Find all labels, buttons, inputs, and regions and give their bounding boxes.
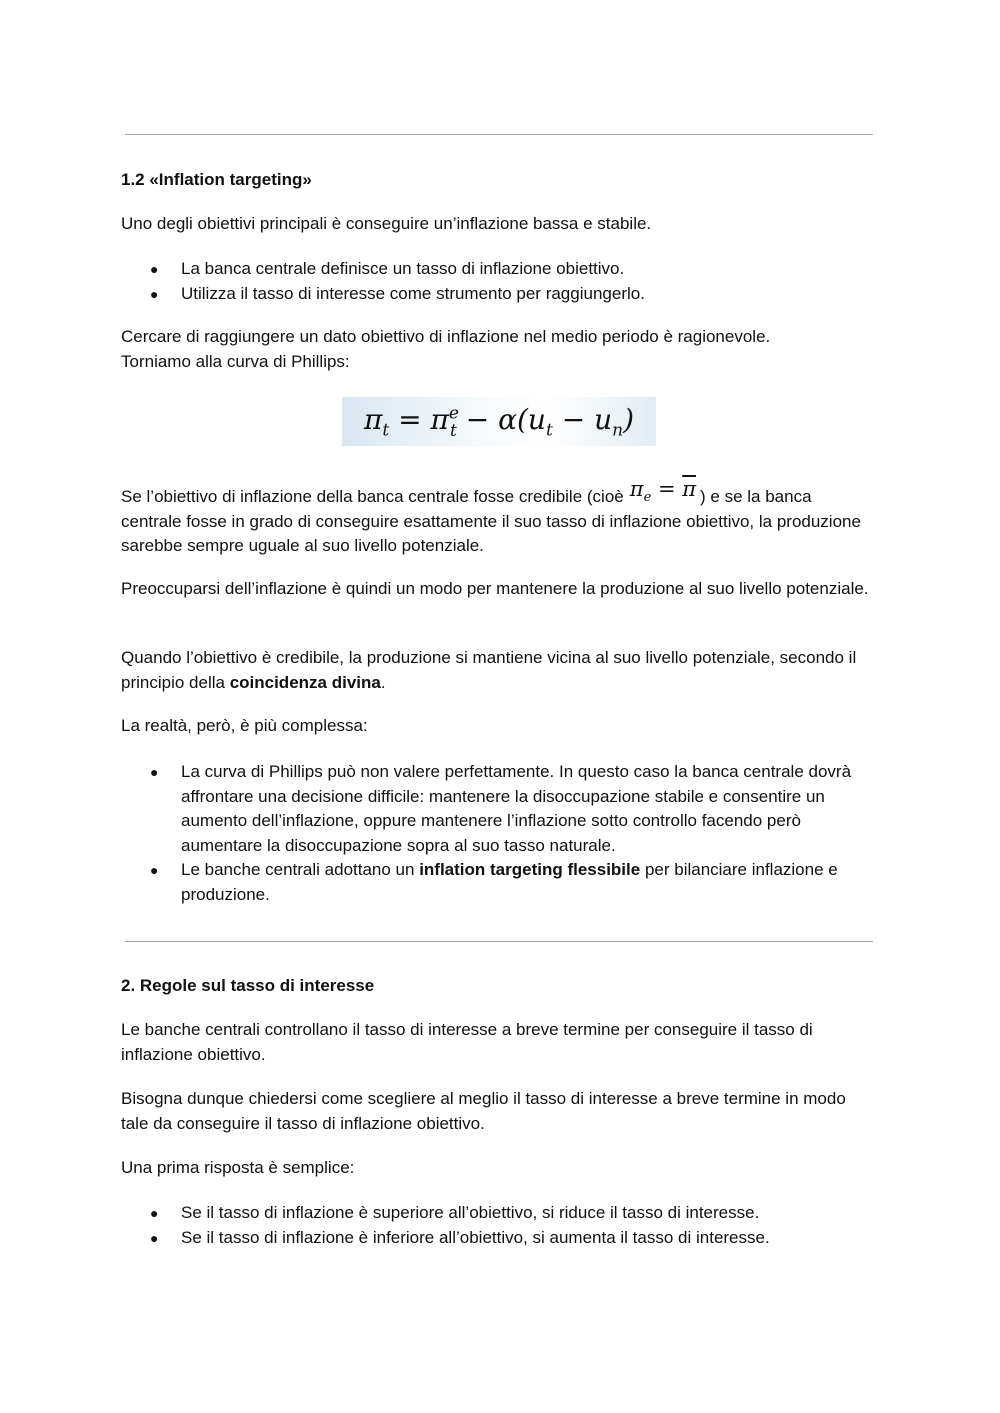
bullet-list-reality: [150, 760, 870, 907]
paragraph-divine-coincidence: Quando l’obiettivo è credibile, la produzione si mantiene vicina al suo livello potenziale, secondo il principio della coincidenza divina.: [121, 648, 857, 692]
paragraph-first-answer: Una prima risposta è semplice:: [121, 1158, 355, 1177]
list-item: ● Utilizza il tasso di interesse come strumento per raggiungerlo.: [150, 282, 870, 307]
bullet-dot: ●: [150, 764, 159, 780]
phillips-curve-formula: $\pi_t = \pi^e_t - \alpha(u_t - u_n)$: [363, 403, 634, 441]
paragraph-short-term-rate: Le banche centrali controllano il tasso di interesse a breve termine per conseguire il tasso di inflazione obiettivo.: [121, 1020, 813, 1064]
bullet-dot: ●: [150, 862, 159, 878]
bullet-list-targets: [150, 257, 870, 306]
list-item: ● La curva di Phillips può non valere perfettamente. In questo caso la banca centrale dovrà affrontare una decisione difficile: mantenere la disoccupazione stabile e consentire un aumento dell’inflazione, oppure mantenere l’inflazione sotto controllo facendo però aumentare la disoccupazione sopra al suo tasso naturale.: [150, 762, 852, 855]
bold-term: inflation targeting flessibile: [419, 860, 641, 879]
list-item: ● La banca centrale definisce un tasso di inflazione obiettivo.: [150, 257, 870, 282]
paragraph-reality: La realtà, però, è più complessa:: [121, 716, 368, 735]
paragraph-credible: Se l’obiettivo di inflazione della banca centrale fosse credibile (cioè $\pi_e = \overline{\pi}$ ) e se la banca centrale fosse in grado di conseguire esattamente il suo tasso di inflazione obiettivo, la produzione sarebbe sempre uguale al suo livello potenziale.: [121, 477, 861, 555]
paragraph-worry: Preoccuparsi dell’inflazione è quindi un modo per mantenere la produzione al suo livello potenziale.: [121, 579, 869, 598]
divider-top: [125, 134, 873, 135]
paragraph-medium-term: Cercare di raggiungere un dato obiettivo di inflazione nel medio periodo è ragionevole. Torniamo alla curva di Phillips:: [121, 327, 771, 371]
paragraph-how-to-choose: Bisogna dunque chiedersi come scegliere al meglio il tasso di interesse a breve termine in modo tale da conseguire il tasso di inflazione obiettivo.: [121, 1089, 846, 1133]
bullet-dot: ●: [150, 285, 159, 302]
bullet-dot: ●: [150, 1205, 159, 1221]
list-item: ● Se il tasso di inflazione è inferiore all’obiettivo, si aumenta il tasso di interesse.: [150, 1226, 870, 1251]
intro-paragraph: Uno degli obiettivi principali è conseguire un’inflazione bassa e stabile.: [121, 214, 652, 233]
inline-formula: $\pi_e = \overline{\pi}$: [629, 477, 697, 506]
divider-middle: [125, 941, 873, 942]
list-item: ● Le banche centrali adottano un inflation targeting flessibile per bilanciare inflazione e produzione.: [150, 860, 838, 904]
bullet-list-rules: [150, 1201, 870, 1250]
list-item: ● Se il tasso di inflazione è superiore all’obiettivo, si riduce il tasso di interesse.: [150, 1201, 870, 1226]
bold-term: coincidenza divina: [229, 672, 381, 692]
bullet-dot: ●: [150, 1229, 159, 1246]
section-heading-interest-rules: 2. Regole sul tasso di interesse: [121, 976, 375, 995]
bullet-dot: ●: [150, 261, 159, 277]
section-heading-inflation-targeting: 1.2 «Inflation targeting»: [121, 170, 312, 189]
phillips-curve-formula-image: [342, 397, 656, 446]
